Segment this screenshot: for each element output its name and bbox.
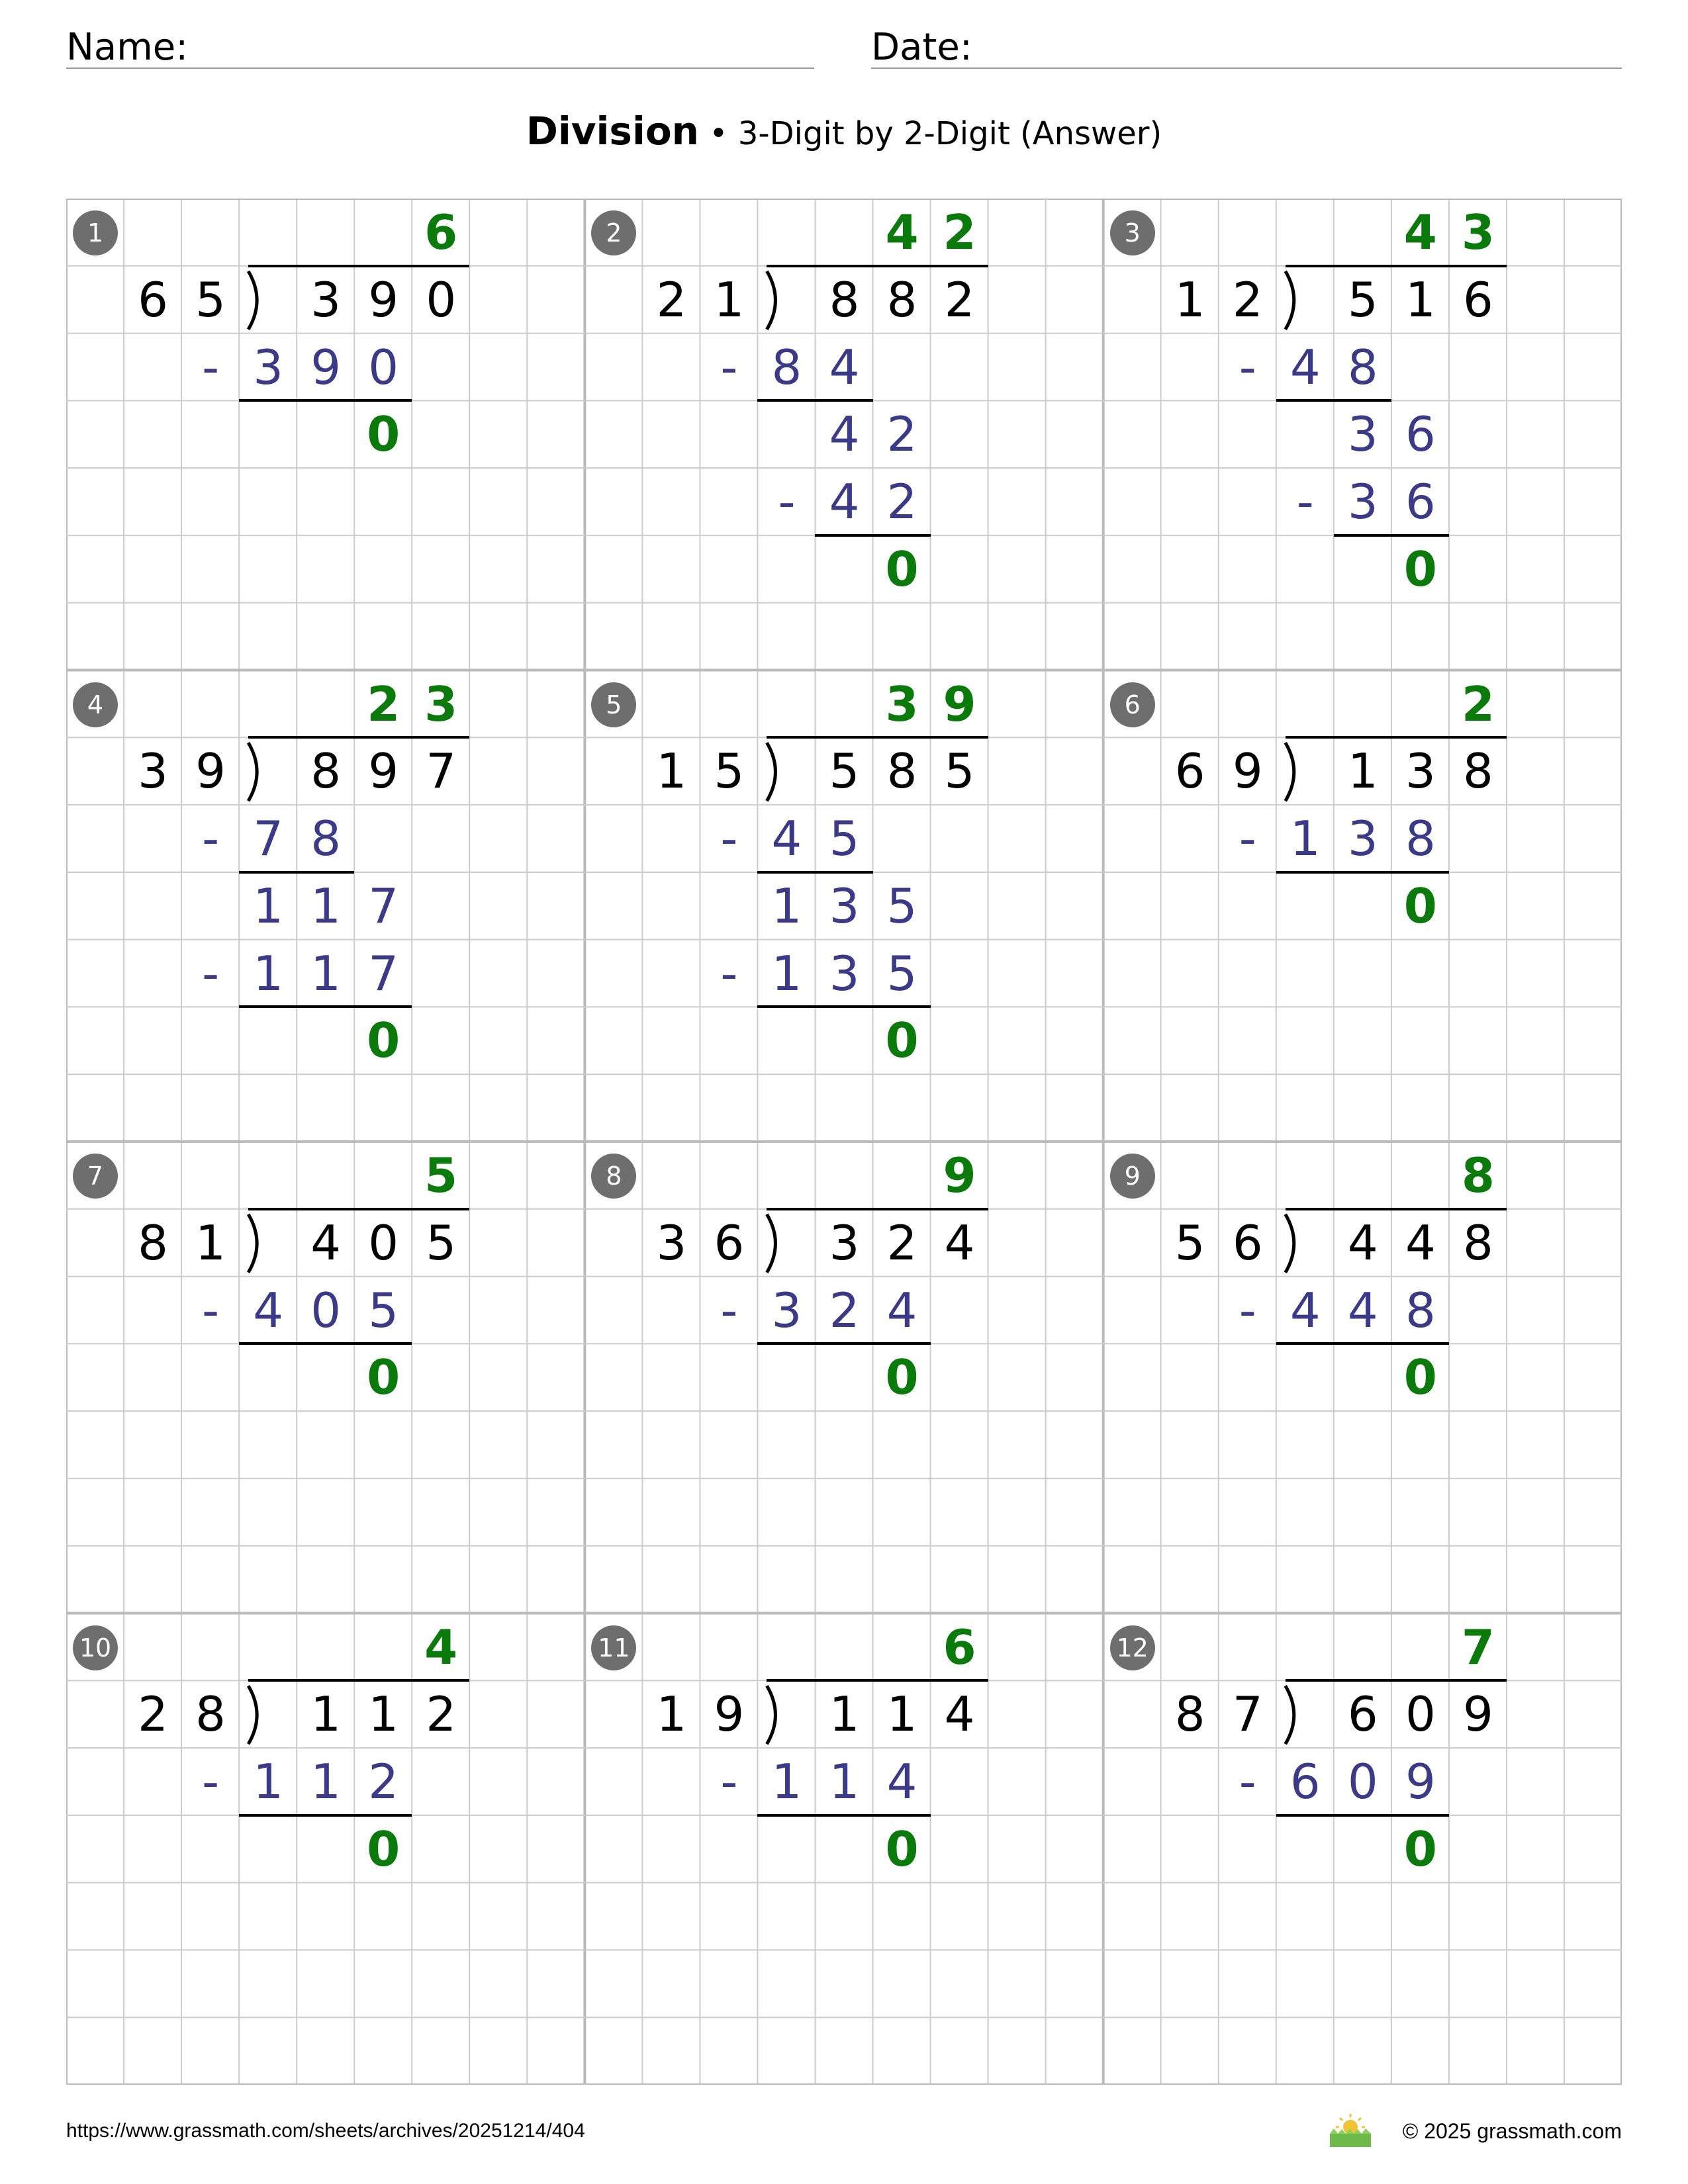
subtrahend-digit: 4	[771, 811, 802, 867]
problem-number-badge: 10	[73, 1625, 118, 1670]
subtrahend-digit: 1	[829, 1754, 860, 1810]
subtrahend-digit: 4	[829, 339, 860, 395]
subtrahend-digit: 1	[310, 1754, 342, 1810]
dividend-digit: 4	[1347, 1214, 1378, 1271]
subtrahend-digit: 8	[1405, 1282, 1436, 1338]
division-bracket	[248, 743, 257, 801]
division-bracket	[767, 271, 775, 330]
division-overline	[767, 1679, 988, 1682]
minus-sign: -	[202, 1754, 220, 1810]
quotient-digit: 3	[424, 676, 458, 732]
minus-sign: -	[202, 945, 220, 1001]
dividend-digit: 4	[944, 1214, 975, 1271]
dividend-digit: 1	[1405, 271, 1436, 328]
dividend-digit: 3	[1405, 743, 1436, 799]
dividend-digit: 0	[426, 271, 457, 328]
problem-number-badge: 11	[591, 1625, 636, 1670]
quotient-digit: 3	[885, 676, 919, 732]
subtrahend-digit: 4	[1347, 1282, 1378, 1338]
subtrahend-digit: 4	[829, 474, 860, 530]
subtrahend-digit: 5	[886, 945, 917, 1001]
subtrahend-digit: 1	[310, 945, 342, 1001]
minus-sign: -	[720, 811, 738, 867]
remainder-digit: 0	[885, 1349, 919, 1406]
division-overline	[1286, 1679, 1507, 1682]
divisor-digit: 9	[1232, 743, 1263, 799]
dividend-digit: 1	[886, 1686, 917, 1743]
remainder-digit: 0	[1403, 1821, 1437, 1877]
subtrahend-digit: 7	[253, 811, 284, 867]
divisor-digit: 6	[1232, 1214, 1263, 1271]
dividend-digit: 9	[368, 271, 399, 328]
difference-digit: 3	[829, 878, 860, 934]
quotient-digit: 2	[1461, 676, 1495, 732]
subtrahend-digit: 2	[368, 1754, 399, 1810]
dividend-digit: 8	[310, 743, 342, 799]
divisor-digit: 1	[656, 1686, 687, 1743]
dividend-digit: 1	[1347, 743, 1378, 799]
subtrahend-digit: 7	[368, 945, 399, 1001]
dividend-digit: 1	[829, 1686, 860, 1743]
difference-digit: 1	[771, 878, 802, 934]
date-line	[871, 68, 1622, 69]
quotient-digit: 2	[367, 676, 400, 732]
division-overline	[1286, 1208, 1507, 1210]
subtrahend-digit: 4	[886, 1754, 917, 1810]
problem-number-badge: 8	[591, 1154, 636, 1199]
subtrahend-digit: 4	[886, 1282, 917, 1338]
difference-digit: 1	[310, 878, 342, 934]
division-overline	[767, 265, 988, 267]
division-bracket	[248, 1214, 257, 1273]
problem-number-badge: 1	[73, 210, 118, 255]
remainder-digit: 0	[885, 541, 919, 597]
division-bracket	[1286, 1686, 1294, 1744]
subtrahend-digit: 0	[1347, 1754, 1378, 1810]
minus-sign: -	[202, 339, 220, 395]
dividend-digit: 8	[886, 743, 917, 799]
quotient-digit: 4	[1403, 205, 1437, 260]
remainder-digit: 0	[367, 406, 400, 463]
subtrahend-digit: 8	[310, 811, 342, 867]
division-overline	[248, 736, 469, 739]
subtrahend-digit: 2	[886, 474, 917, 530]
quotient-digit: 7	[1461, 1619, 1495, 1675]
divisor-digit: 1	[195, 1214, 226, 1271]
divisor-digit: 9	[195, 743, 226, 799]
subtrahend-digit: 6	[1405, 474, 1436, 530]
minus-sign: -	[202, 1282, 220, 1338]
problem-number-badge: 9	[1110, 1154, 1155, 1199]
subtrahend-digit: 4	[1289, 1282, 1321, 1338]
minus-sign: -	[1239, 811, 1256, 867]
remainder-digit: 0	[1403, 878, 1437, 934]
quotient-digit: 4	[424, 1619, 458, 1675]
grassmath-sun-logo-icon	[1327, 2111, 1374, 2148]
divisor-digit: 5	[714, 743, 745, 799]
quotient-digit: 2	[943, 205, 976, 260]
minus-sign: -	[720, 1754, 738, 1810]
remainder-digit: 0	[367, 1013, 400, 1069]
division-bracket	[767, 1686, 775, 1744]
difference-digit: 7	[368, 878, 399, 934]
division-overline	[248, 1208, 469, 1210]
minus-sign: -	[1239, 339, 1256, 395]
subtrahend-digit: 1	[253, 1754, 284, 1810]
minus-sign: -	[720, 1282, 738, 1338]
subtrahend-digit: 8	[771, 339, 802, 395]
dividend-digit: 4	[310, 1214, 342, 1271]
division-bracket	[1286, 271, 1294, 330]
dividend-digit: 3	[829, 1214, 860, 1271]
footer-copyright: © 2025 grassmath.com	[1402, 2119, 1622, 2143]
dividend-digit: 8	[1462, 1214, 1493, 1271]
remainder-digit: 0	[367, 1349, 400, 1406]
divisor-digit: 3	[656, 1214, 687, 1271]
minus-sign: -	[778, 474, 796, 530]
difference-digit: 3	[1347, 406, 1378, 463]
subtrahend-digit: 8	[1405, 811, 1436, 867]
dividend-digit: 0	[1405, 1686, 1436, 1743]
subtrahend-digit: 1	[771, 1754, 802, 1810]
division-bracket	[767, 743, 775, 801]
dividend-digit: 8	[886, 271, 917, 328]
footer-url: https://www.grassmath.com/sheets/archives/20251214/404	[66, 2120, 585, 2142]
divisor-digit: 2	[138, 1686, 168, 1743]
subtrahend-digit: 3	[771, 1282, 802, 1338]
dividend-digit: 2	[886, 1214, 917, 1271]
dividend-digit: 2	[426, 1686, 457, 1743]
dividend-digit: 5	[426, 1214, 457, 1271]
division-bracket	[1286, 743, 1294, 801]
subtrahend-digit: 6	[1289, 1754, 1321, 1810]
problem-number-badge: 3	[1110, 210, 1155, 255]
minus-sign: -	[1296, 474, 1314, 530]
title-main: Division	[526, 109, 699, 154]
difference-digit: 4	[829, 406, 860, 463]
name-label: Name:	[66, 26, 189, 69]
divisor-digit: 6	[138, 271, 168, 328]
division-bracket	[1286, 1214, 1294, 1273]
divisor-digit: 8	[195, 1686, 226, 1743]
remainder-digit: 0	[885, 1821, 919, 1877]
dividend-digit: 3	[310, 271, 342, 328]
divisor-digit: 8	[138, 1214, 168, 1271]
division-overline	[1286, 736, 1507, 739]
divisor-digit: 1	[656, 743, 687, 799]
remainder-digit: 0	[1403, 541, 1437, 597]
subtrahend-digit: 9	[310, 339, 342, 395]
division-overline	[767, 1208, 988, 1210]
subtrahend-digit: 1	[771, 945, 802, 1001]
quotient-digit: 3	[1461, 205, 1495, 260]
divisor-digit: 9	[714, 1686, 745, 1743]
subtrahend-digit: 3	[253, 339, 284, 395]
remainder-digit: 0	[367, 1821, 400, 1877]
subtrahend-digit: 1	[1289, 811, 1321, 867]
divisor-digit: 3	[138, 743, 168, 799]
name-line	[66, 68, 814, 69]
subtrahend-digit: 4	[1289, 339, 1321, 395]
minus-sign: -	[720, 945, 738, 1001]
divisor-digit: 6	[1174, 743, 1205, 799]
quotient-digit: 8	[1461, 1148, 1495, 1203]
divisor-digit: 5	[195, 271, 226, 328]
minus-sign: -	[1239, 1754, 1256, 1810]
divisor-digit: 7	[1232, 1686, 1263, 1743]
divisor-digit: 5	[1174, 1214, 1205, 1271]
problem-number-badge: 12	[1110, 1625, 1155, 1670]
division-overline	[1286, 265, 1507, 267]
subtrahend-digit: 4	[253, 1282, 284, 1338]
division-bracket	[767, 1214, 775, 1273]
division-overline	[767, 736, 988, 739]
difference-digit: 6	[1405, 406, 1436, 463]
problem-number-badge: 2	[591, 210, 636, 255]
quotient-digit: 6	[943, 1619, 976, 1675]
date-label: Date:	[871, 26, 972, 69]
difference-digit: 2	[886, 406, 917, 463]
dividend-digit: 6	[1462, 271, 1493, 328]
remainder-digit: 0	[1403, 1349, 1437, 1406]
subtrahend-digit: 1	[253, 945, 284, 1001]
dividend-digit: 1	[368, 1686, 399, 1743]
dividend-digit: 6	[1347, 1686, 1378, 1743]
difference-digit: 1	[253, 878, 284, 934]
page-title	[0, 106, 1688, 166]
dividend-digit: 8	[1462, 743, 1493, 799]
dividend-digit: 2	[944, 271, 975, 328]
dividend-digit: 5	[944, 743, 975, 799]
quotient-digit: 4	[885, 205, 919, 260]
worksheet-grid	[66, 199, 1622, 2085]
subtrahend-digit: 8	[1347, 339, 1378, 395]
subtrahend-digit: 3	[829, 945, 860, 1001]
problem-number-badge: 5	[591, 682, 636, 727]
minus-sign: -	[202, 811, 220, 867]
problem-number-badge: 6	[1110, 682, 1155, 727]
difference-digit: 5	[886, 878, 917, 934]
remainder-digit: 0	[885, 1013, 919, 1069]
subtrahend-digit: 3	[1347, 811, 1378, 867]
dividend-digit: 5	[1347, 271, 1378, 328]
dividend-digit: 4	[1405, 1214, 1436, 1271]
quotient-digit: 6	[424, 205, 458, 260]
division-overline	[248, 1679, 469, 1682]
minus-sign: -	[720, 339, 738, 395]
subtrahend-digit: 9	[1405, 1754, 1436, 1810]
minus-sign: -	[1239, 1282, 1256, 1338]
divisor-digit: 2	[656, 271, 687, 328]
title-sub: • 3-Digit by 2-Digit (Answer)	[698, 115, 1162, 152]
subtrahend-digit: 0	[368, 339, 399, 395]
dividend-digit: 7	[426, 743, 457, 799]
dividend-digit: 9	[368, 743, 399, 799]
divisor-digit: 6	[714, 1214, 745, 1271]
dividend-digit: 9	[1462, 1686, 1493, 1743]
dividend-digit: 8	[829, 271, 860, 328]
problem-number-badge: 4	[73, 682, 118, 727]
division-bracket	[248, 1686, 257, 1744]
divisor-digit: 1	[714, 271, 745, 328]
dividend-digit: 5	[829, 743, 860, 799]
division-bracket	[248, 271, 257, 330]
dividend-digit: 4	[944, 1686, 975, 1743]
divisor-digit: 8	[1174, 1686, 1205, 1743]
quotient-digit: 5	[424, 1148, 458, 1203]
divisor-digit: 1	[1174, 271, 1205, 328]
subtrahend-digit: 5	[829, 811, 860, 867]
subtrahend-digit: 0	[310, 1282, 342, 1338]
dividend-digit: 0	[368, 1214, 399, 1271]
subtrahend-digit: 5	[368, 1282, 399, 1338]
divisor-digit: 2	[1232, 271, 1263, 328]
problem-number-badge: 7	[73, 1154, 118, 1199]
subtrahend-digit: 2	[829, 1282, 860, 1338]
dividend-digit: 1	[310, 1686, 342, 1743]
division-overline	[248, 265, 469, 267]
quotient-digit: 9	[943, 676, 976, 732]
quotient-digit: 9	[943, 1148, 976, 1203]
subtrahend-digit: 3	[1347, 474, 1378, 530]
